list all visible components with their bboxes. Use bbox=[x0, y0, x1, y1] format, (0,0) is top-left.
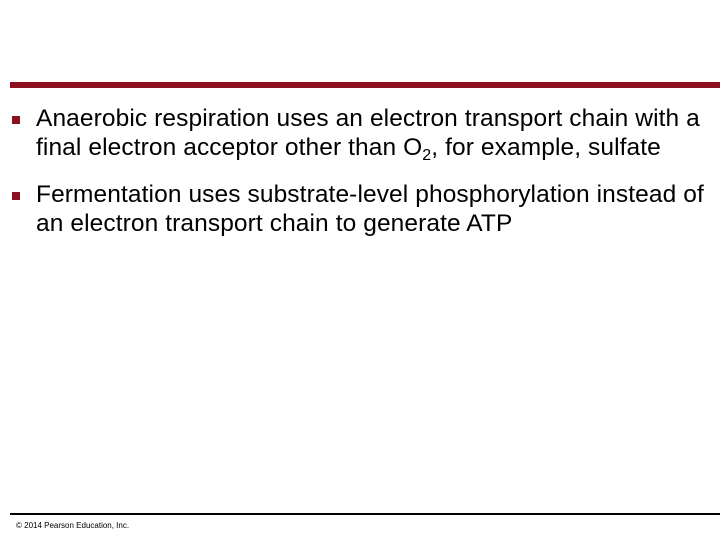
square-bullet-icon bbox=[12, 192, 20, 200]
copyright-notice: © 2014 Pearson Education, Inc. bbox=[16, 521, 130, 530]
top-divider bbox=[10, 82, 720, 88]
bullet-text-main: Anaerobic respiration uses an electron transport chain with a final electron acceptor other than O bbox=[36, 105, 700, 162]
bullet-text bbox=[36, 104, 718, 163]
bullet-text: Fermentation uses substrate-level phosphorylation instead of an electron transport chain to generate ATP bbox=[36, 180, 704, 238]
square-bullet-icon bbox=[12, 116, 20, 124]
bullet-text-continuation: , for example, sulfate bbox=[431, 134, 661, 162]
bullet-item-fermentation bbox=[12, 180, 718, 239]
bullet-item-anaerobic-respiration bbox=[12, 104, 718, 163]
bottom-divider bbox=[10, 513, 720, 515]
oxygen-subscript: 2 bbox=[422, 147, 432, 165]
bullet-list bbox=[12, 104, 718, 239]
